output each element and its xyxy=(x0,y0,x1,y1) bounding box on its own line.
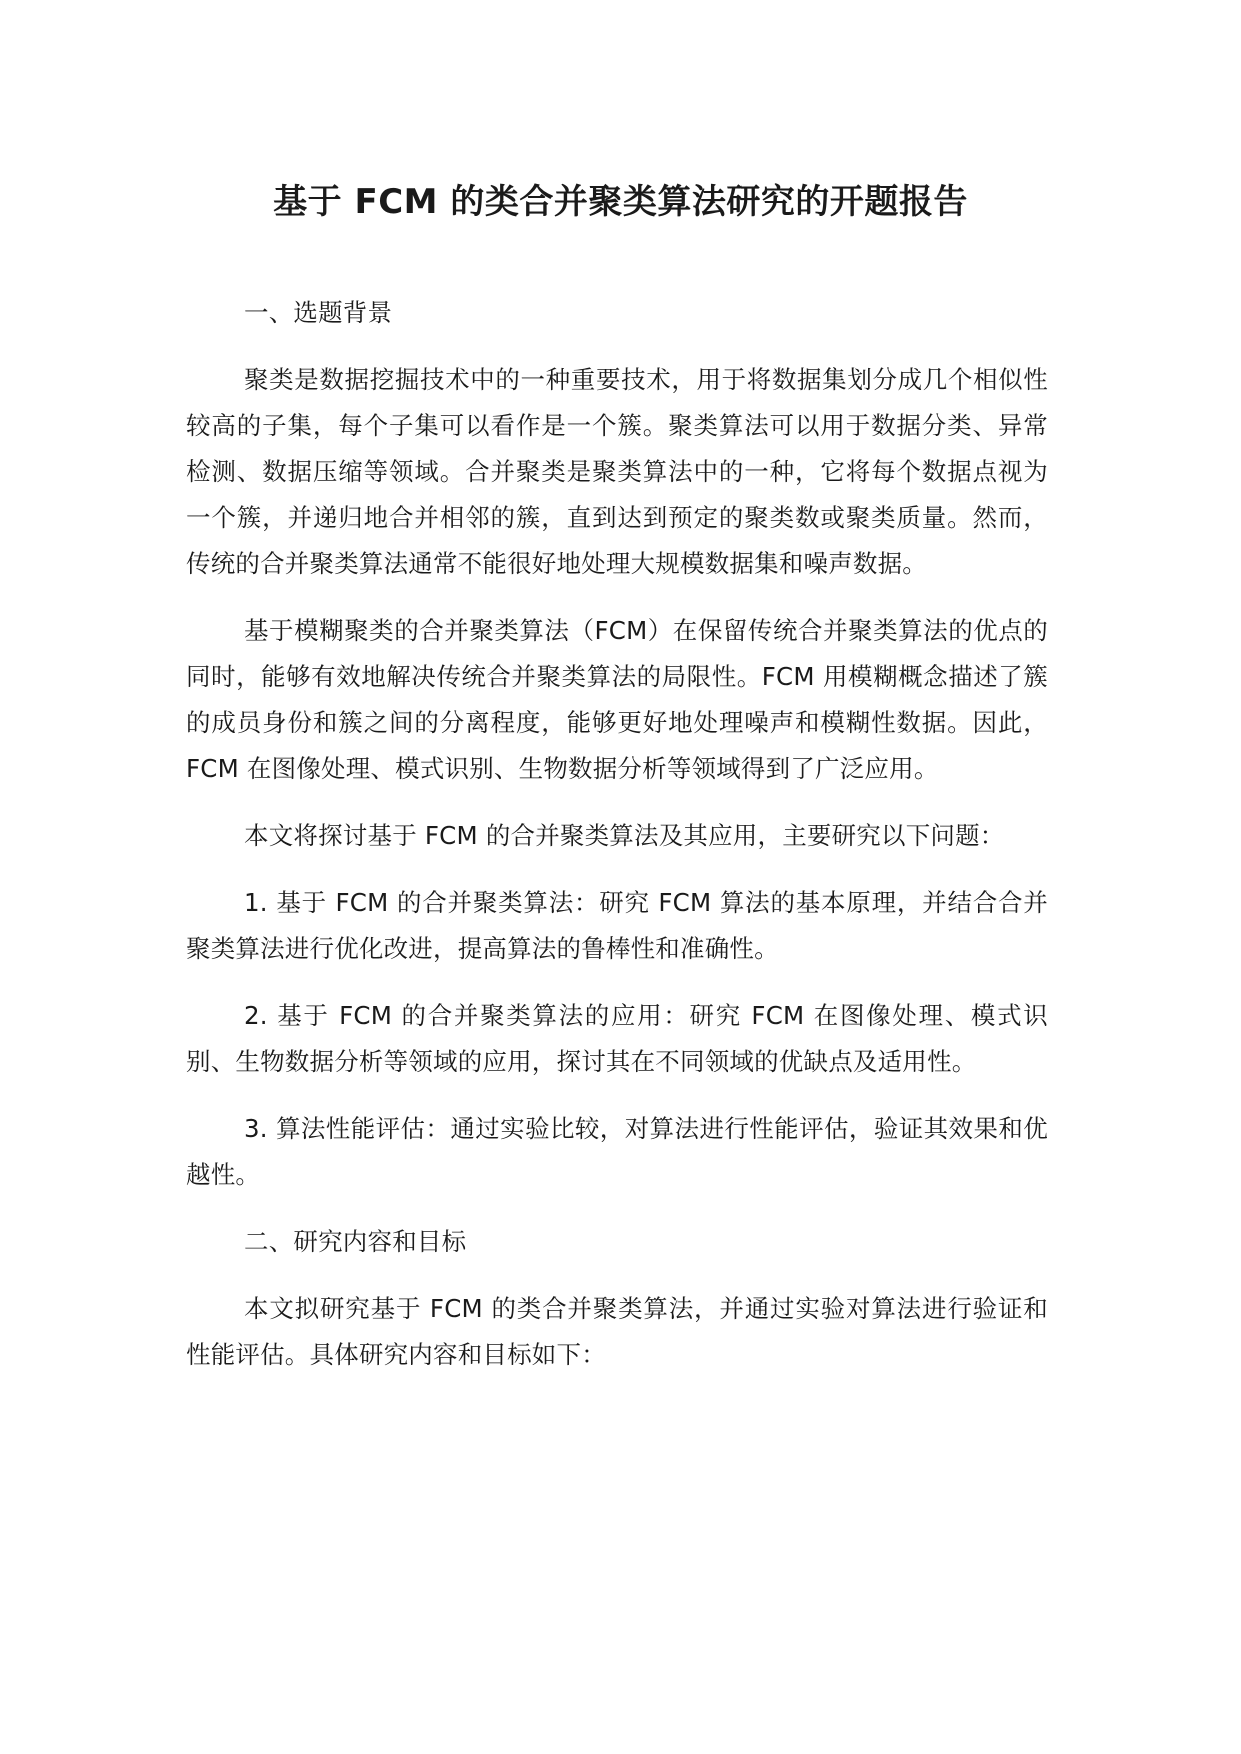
list-item-1: 1. 基于 FCM 的合并聚类算法：研究 FCM 算法的基本原理，并结合合并聚类算法进行优化改进，提高算法的鲁棒性和准确性。 xyxy=(186,888,1048,963)
list-item-3: 3. 算法性能评估：通过实验比较，对算法进行性能评估，验证其效果和优越性。 xyxy=(186,1114,1048,1189)
section-heading-content-goals: 二、研究内容和目标 xyxy=(244,1227,467,1256)
paragraph-clustering-intro: 聚类是数据挖掘技术中的一种重要技术，用于将数据集划分成几个相似性较高的子集，每个子集可以看作是一个簇。聚类算法可以用于数据分类、异常检测、数据压缩等领域。合并聚类是聚类算法中的一种，它将每个数据点视为一个簇，并递归地合并相邻的簇，直到达到预定的聚类数或聚类质量。然而，传统的合并聚类算法通常不能很好地处理大规模数据集和噪声数据。 xyxy=(186,365,1048,578)
paragraph-content-goals: 本文拟研究基于 FCM 的类合并聚类算法，并通过实验对算法进行验证和性能评估。具体研究内容和目标如下： xyxy=(186,1294,1048,1369)
paragraph-fcm-intro: 基于模糊聚类的合并聚类算法（FCM）在保留传统合并聚类算法的优点的同时，能够有效地解决传统合并聚类算法的局限性。FCM 用模糊概念描述了簇的成员身份和簇之间的分离程度，能够更好地处理噪声和模糊性数据。因此，FCM 在图像处理、模式识别、生物数据分析等领域得到了广泛应用。 xyxy=(186,616,1048,783)
document-title: 基于 FCM 的类合并聚类算法研究的开题报告 xyxy=(273,182,968,222)
document-body xyxy=(186,290,1048,1399)
list-item-2: 2. 基于 FCM 的合并聚类算法的应用：研究 FCM 在图像处理、模式识别、生物数据分析等领域的应用，探讨其在不同领域的优缺点及适用性。 xyxy=(186,1001,1048,1076)
section-heading-background: 一、选题背景 xyxy=(244,298,393,327)
paragraph-research-questions: 本文将探讨基于 FCM 的合并聚类算法及其应用，主要研究以下问题： xyxy=(244,821,1005,850)
